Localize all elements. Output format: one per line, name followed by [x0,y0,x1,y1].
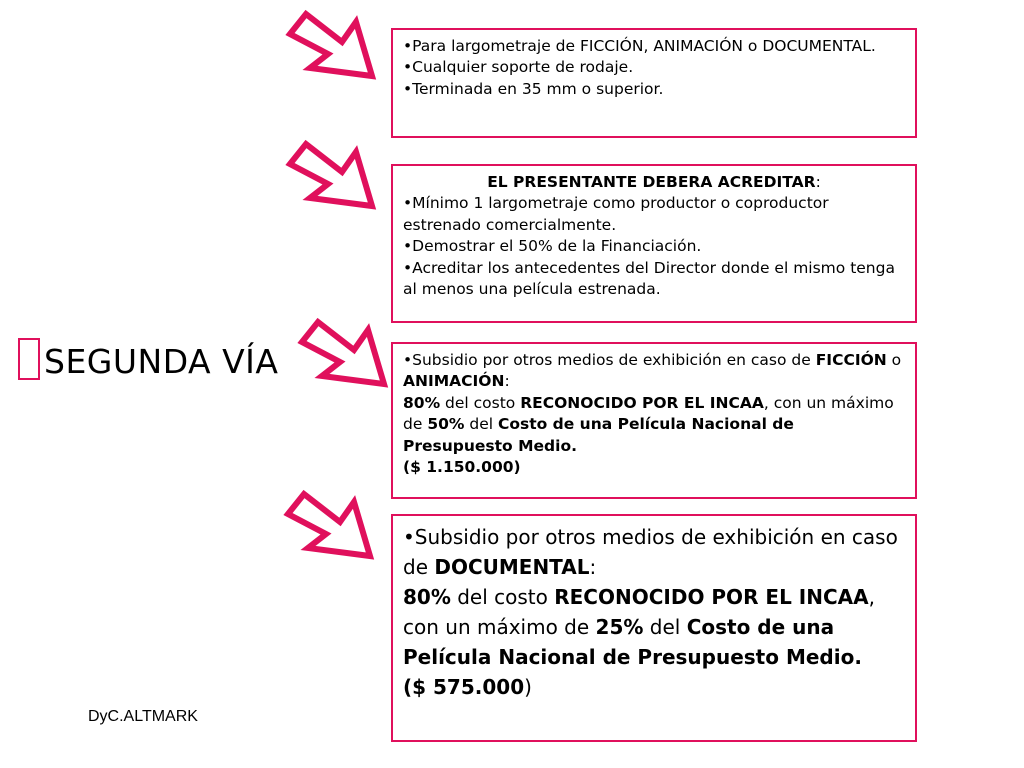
title-text: SEGUNDA VÍA [44,342,279,381]
subsidy-text: •Subsidio por otros medios de exhibición en caso de FICCIÓN o ANIMACIÓN: 80% del costo RECONOCIDO POR EL INCAA, con un máximo de 50% del Costo de una Película Nacional de Presupuesto Medio. ($ 1.150.000) [403,351,902,476]
arrow-right-icon [284,484,376,562]
list-item: •Mínimo 1 largometraje como productor o coproductor estrenado comercialmente. [403,194,829,234]
subsidy-text: •Subsidio por otros medios de exhibición en caso de DOCUMENTAL: 80% del costo RECONOCIDO POR EL INCAA, con un máximo de 25% del Costo de una Película Nacional de Presupuesto Medio. ($ 575.000) [403,525,898,699]
list-item: •Cualquier soporte de rodaje. [403,58,634,77]
arrow-right-icon [286,4,378,82]
subsidy-amount: ($ 1.150.000) [403,457,521,476]
list-item: •Acreditar los antecedentes del Director donde el mismo tenga al menos una película estrenada. [403,258,895,298]
box-heading: EL PRESENTANTE DEBERA ACREDITAR: [487,173,821,191]
arrow-right-icon [298,312,390,390]
page-title [18,338,279,381]
list-item: •Para largometraje de FICCIÓN, ANIMACIÓN o DOCUMENTAL. [403,37,876,55]
requirements-box [391,28,917,138]
list-item: •Demostrar el 50% de la Financiación. [403,237,702,256]
list-item: •Terminada en 35 mm o superior. [403,79,664,98]
fiction-subsidy-box [391,342,917,499]
square-bullet-icon [18,338,40,380]
arrow-right-icon [286,134,378,212]
footer-credit: DyC.ALTMARK [88,708,198,725]
documentary-subsidy-box [391,514,917,742]
presenter-box [391,164,917,323]
subsidy-amount: ($ 575.000 [403,675,525,699]
